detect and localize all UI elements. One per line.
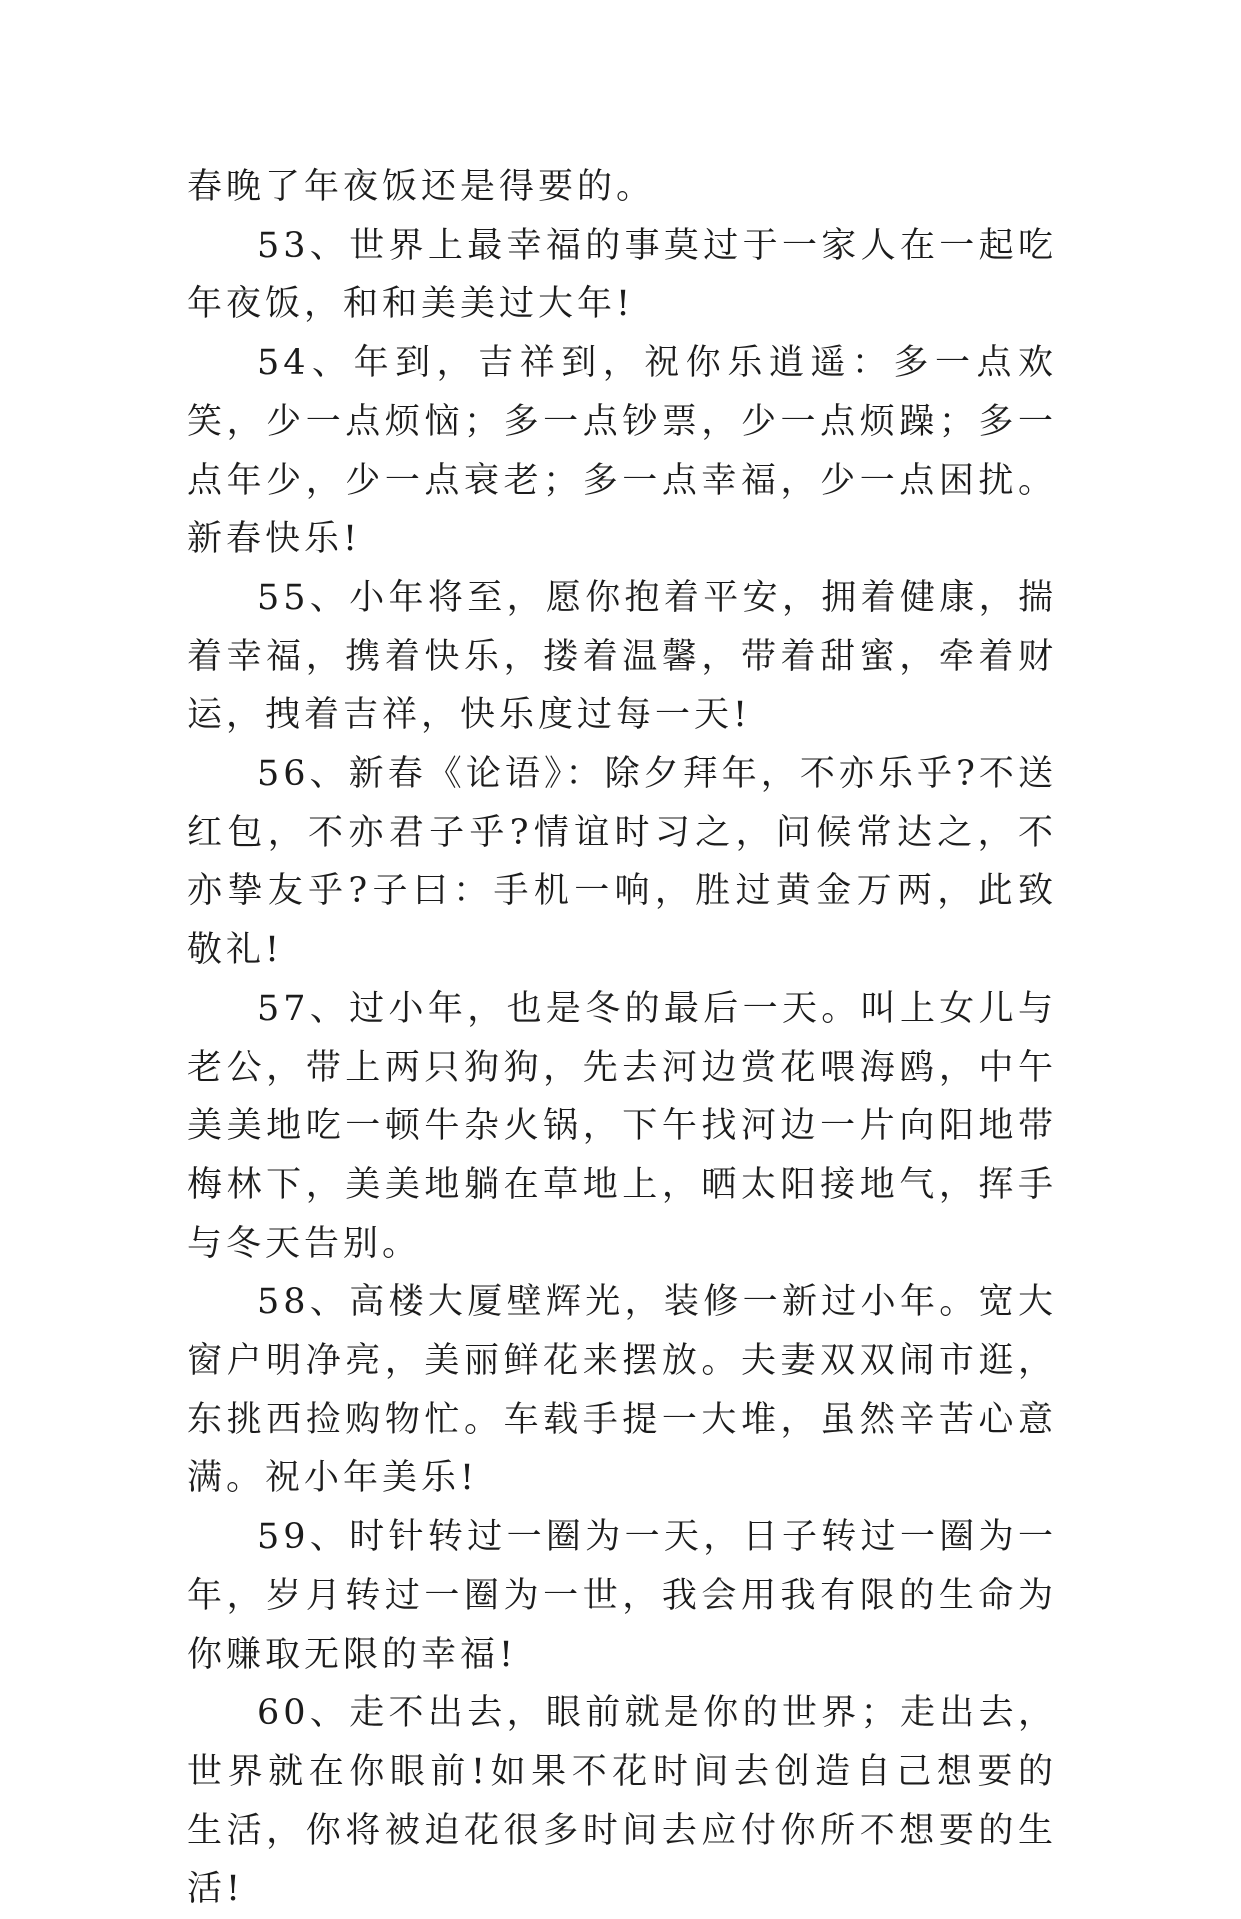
document-body bbox=[187, 158, 1057, 1919]
paragraph-continuation: 春晚了年夜饭还是得要的。 bbox=[187, 167, 656, 207]
paragraph-58: 58、高楼大厦壁辉光，装修一新过小年。宽大窗户明净亮，美丽鲜花来摆放。夫妻双双闹市逛，东挑西捡购物忙。车载手提一大堆，虽然辛苦心意满。祝小年美乐! bbox=[187, 1282, 1057, 1499]
paragraph-57: 57、过小年，也是冬的最后一天。叫上女儿与老公，带上两只狗狗，先去河边赏花喂海鸥，中午美美地吃一顿牛杂火锅，下午找河边一片向阳地带梅林下，美美地躺在草地上，晒太阳接地气，挥手与冬天告别。 bbox=[187, 988, 1057, 1264]
paragraph-60: 60、走不出去，眼前就是你的世界；走出去，世界就在你眼前!如果不花时间去创造自己想要的生活，你将被迫花很多时间去应付你所不想要的生活! bbox=[187, 1693, 1057, 1910]
paragraph-55: 55、小年将至，愿你抱着平安，拥着健康，揣着幸福，携着快乐，搂着温馨，带着甜蜜，牵着财运，拽着吉祥，快乐度过每一天! bbox=[187, 577, 1057, 736]
paragraph-59: 59、时针转过一圈为一天，日子转过一圈为一年，岁月转过一圈为一世，我会用我有限的生命为你赚取无限的幸福! bbox=[187, 1517, 1057, 1675]
paragraph-56: 56、新春《论语》：除夕拜年，不亦乐乎?不送红包，不亦君子乎?情谊时习之，问候常达之，不亦挚友乎?子曰：手机一响，胜过黄金万两，此致敬礼! bbox=[187, 754, 1057, 971]
paragraph-54: 54、年到，吉祥到，祝你乐逍遥：多一点欢笑，少一点烦恼；多一点钞票，少一点烦躁；多一点年少，少一点衰老；多一点幸福，少一点困扰。新春快乐! bbox=[187, 343, 1057, 560]
paragraph-53: 53、世界上最幸福的事莫过于一家人在一起吃年夜饭，和和美美过大年! bbox=[187, 225, 1057, 325]
